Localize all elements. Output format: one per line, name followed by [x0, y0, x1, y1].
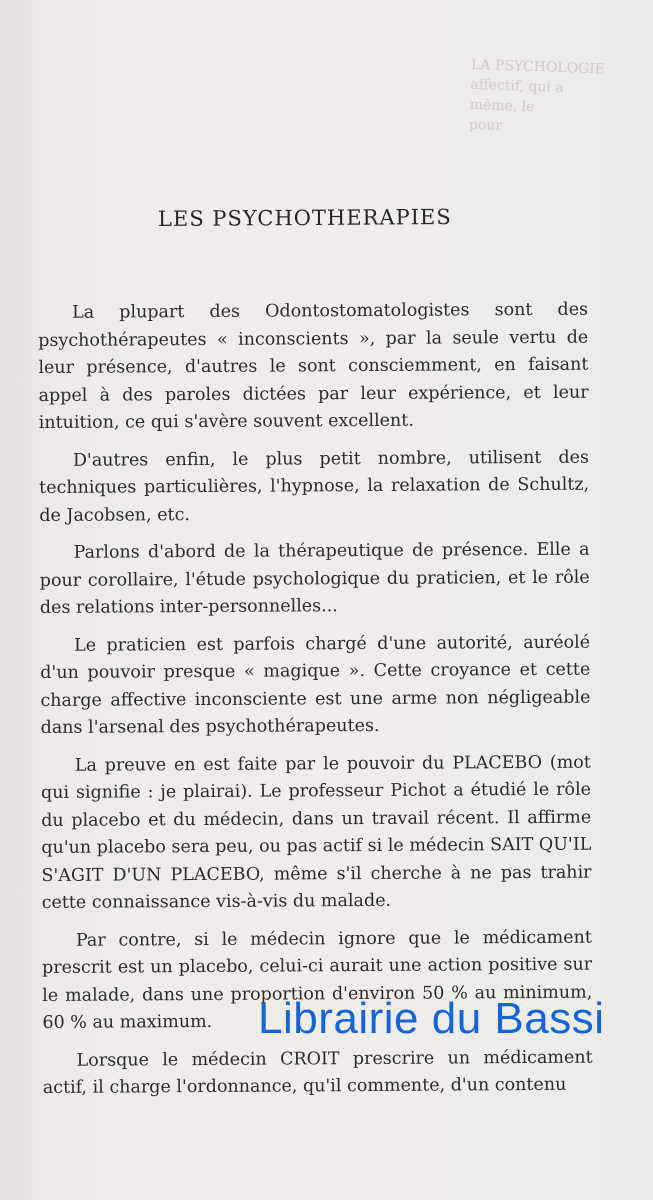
bleed-line: même, le — [469, 96, 535, 116]
paragraph: Le praticien est parfois chargé d'une autorité, auréolé d'un pouvoir presque « magique ». Cette croyance et cette charge affective inconsciente est une arme non négligeable dans l'arsenal des psychothérapeutes. — [40, 632, 591, 738]
paragraph: D'autres enfin, le plus petit nombre, utilisent des techniques particulières, l'hypnose, la relaxation de Schultz, de Jacobsen, etc. — [39, 447, 590, 526]
paragraph: La plupart des Odontostomatologistes sont des psychothérapeutes « inconscients », par la seule vertu de leur présence, d'autres le sont consciemment, en faisant appel à des paroles dictées par leur expérience, et leur intuition, ce qui s'avère souvent excellent. — [38, 299, 589, 433]
chapter-title: LES PSYCHOTHERAPIES — [157, 204, 452, 232]
paragraph: La preuve en est faite par le pouvoir du PLACEBO (mot qui signifie : je plairai). Le professeur Pichot a étudié le rôle du placebo et du médecin, dans un travail récent. Il affirme qu'un placebo sera peu, ou pas actif si le médecin SAIT QU'IL S'AGIT D'UN PLACEBO, même s'il cherche à ne pas trahir cette connaissance vis-à-vis du malade. — [40, 752, 592, 913]
paragraph: Par contre, si le médecin ignore que le médicament prescrit est un placebo, celui-ci aurait une action positive sur le malade, dans une proportion d'environ 50 % au minimum, 60 % au maximum. — [42, 927, 593, 1033]
watermark: Librairie du Bassi — [258, 994, 605, 1043]
paragraph: Lorsque le médecin CROIT prescrire un médicament actif, il charge l'ordonnance, qu'il commente, d'un contenu — [42, 1047, 593, 1098]
body-text — [38, 297, 593, 1113]
bleed-line: pour — [468, 116, 503, 134]
paragraph: Parlons d'abord de la thérapeutique de présence. Elle a pour corollaire, l'étude psychologique du praticien, et le rôle des relations inter-personnelles... — [39, 539, 590, 618]
bleed-line: affectif, qui a — [470, 76, 564, 97]
bleed-through-text — [469, 55, 652, 141]
bleed-line: LA PSYCHOLOGIE — [470, 56, 606, 78]
